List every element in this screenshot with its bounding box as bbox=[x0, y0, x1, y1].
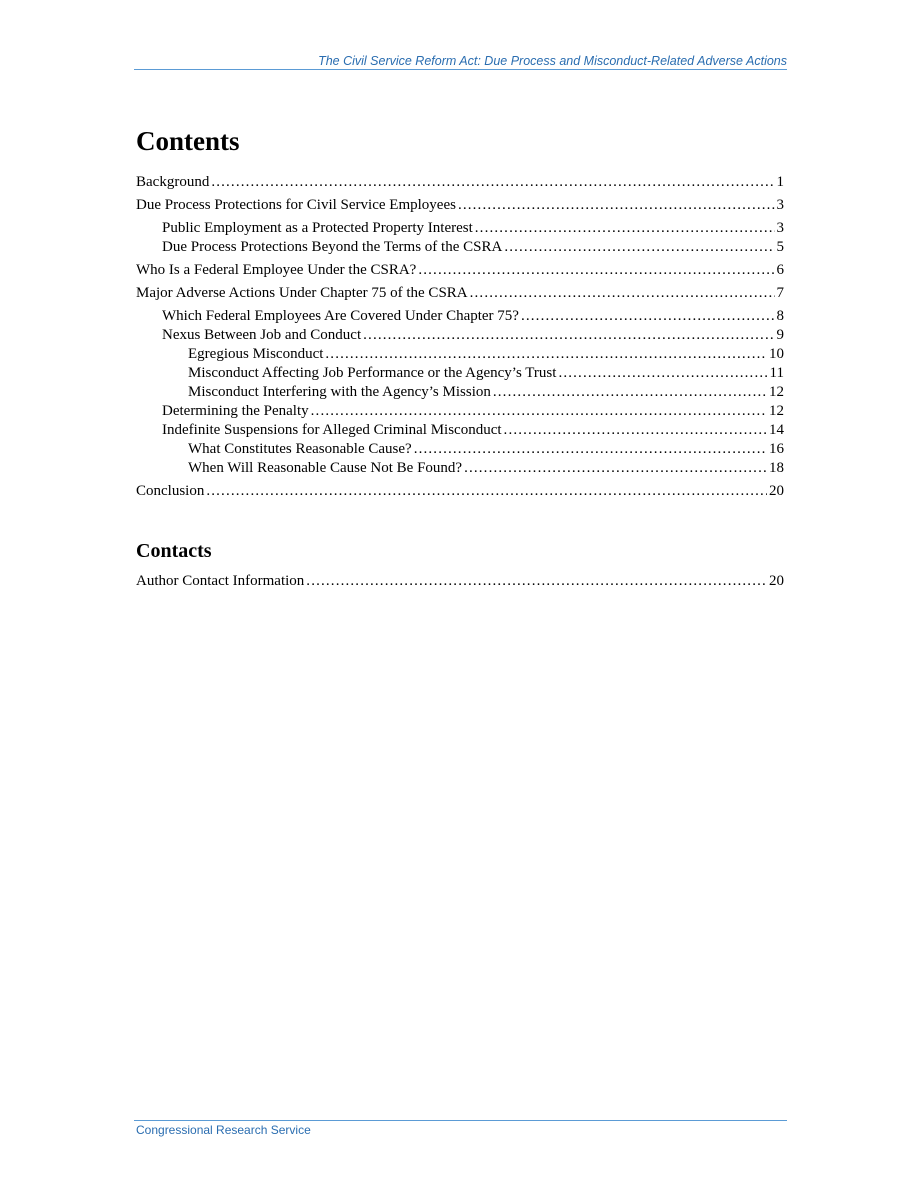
toc-entry-label: Major Adverse Actions Under Chapter 75 of the CSRA bbox=[136, 285, 468, 301]
toc-entry[interactable] bbox=[136, 284, 784, 303]
toc-entry[interactable] bbox=[136, 364, 784, 383]
toc-entry-page: 18 bbox=[769, 460, 784, 476]
toc-entry-page: 7 bbox=[776, 285, 784, 301]
dot-leader bbox=[206, 482, 767, 501]
toc-entry[interactable] bbox=[136, 326, 784, 345]
toc-entry-page: 8 bbox=[776, 308, 784, 324]
dot-leader bbox=[475, 219, 775, 238]
toc-entry[interactable] bbox=[136, 402, 784, 421]
toc-entry-label: Determining the Penalty bbox=[162, 403, 309, 419]
toc-entry-label: What Constitutes Reasonable Cause? bbox=[188, 441, 412, 457]
contacts-heading: Contacts bbox=[136, 540, 212, 562]
toc-entry-label: When Will Reasonable Cause Not Be Found? bbox=[188, 460, 463, 476]
toc-entry-label: Which Federal Employees Are Covered Under Chapter 75? bbox=[162, 308, 519, 324]
footer-organization: Congressional Research Service bbox=[136, 1123, 311, 1137]
toc-entry-label: Misconduct Interfering with the Agency’s Mission bbox=[188, 384, 491, 400]
toc-entry-page: 10 bbox=[769, 346, 784, 362]
toc-entry-page: 3 bbox=[776, 197, 784, 213]
toc-entry-label: Due Process Protections for Civil Service Employees bbox=[136, 197, 456, 213]
dot-leader bbox=[418, 261, 774, 280]
toc-entry-label: Who Is a Federal Employee Under the CSRA? bbox=[136, 262, 417, 278]
toc-entry[interactable] bbox=[136, 345, 784, 364]
toc-entry-label: Conclusion bbox=[136, 483, 205, 499]
dot-leader bbox=[211, 173, 774, 192]
toc-entry[interactable] bbox=[136, 482, 784, 501]
dot-leader bbox=[470, 284, 775, 303]
toc-entry-page: 5 bbox=[776, 239, 784, 255]
running-header-title: The Civil Service Reform Act: Due Process and Misconduct-Related Adverse Actions bbox=[318, 54, 787, 68]
toc-entry-label: Indefinite Suspensions for Alleged Criminal Misconduct bbox=[162, 422, 502, 438]
dot-leader bbox=[493, 383, 767, 402]
toc-entry-page: 14 bbox=[769, 422, 784, 438]
toc-entry-page: 3 bbox=[776, 220, 784, 236]
toc-entry-label: Due Process Protections Beyond the Terms of the CSRA bbox=[162, 239, 503, 255]
toc-entry-page: 12 bbox=[769, 384, 784, 400]
contents-heading: Contents bbox=[136, 126, 240, 156]
dot-leader bbox=[464, 459, 767, 478]
toc-entry[interactable] bbox=[136, 238, 784, 257]
toc-entry[interactable] bbox=[136, 421, 784, 440]
toc-entry-label: Nexus Between Job and Conduct bbox=[162, 327, 362, 343]
toc-entry-page: 20 bbox=[769, 573, 784, 589]
toc-entry[interactable] bbox=[136, 196, 784, 215]
toc-entry[interactable] bbox=[136, 440, 784, 459]
toc-entry[interactable] bbox=[136, 383, 784, 402]
toc-entry-page: 11 bbox=[769, 365, 784, 381]
toc-entry-page: 6 bbox=[776, 262, 784, 278]
dot-leader bbox=[521, 307, 775, 326]
dot-leader bbox=[414, 440, 767, 459]
toc-entry[interactable] bbox=[136, 261, 784, 280]
toc-entry[interactable] bbox=[136, 173, 784, 192]
dot-leader bbox=[306, 572, 767, 591]
toc-entry[interactable] bbox=[136, 459, 784, 478]
toc-entry-label: Misconduct Affecting Job Performance or the Agency’s Trust bbox=[188, 365, 557, 381]
toc-entry-page: 12 bbox=[769, 403, 784, 419]
header-divider bbox=[134, 69, 787, 70]
toc-entry[interactable] bbox=[136, 572, 784, 591]
dot-leader bbox=[325, 345, 767, 364]
toc-entry-page: 1 bbox=[776, 174, 784, 190]
toc-entry-label: Background bbox=[136, 174, 210, 190]
toc-entry[interactable] bbox=[136, 307, 784, 326]
toc-entry[interactable] bbox=[136, 219, 784, 238]
toc-entry-page: 20 bbox=[769, 483, 784, 499]
dot-leader bbox=[504, 238, 774, 257]
toc-entry-page: 16 bbox=[769, 441, 784, 457]
toc-entry-label: Author Contact Information bbox=[136, 573, 305, 589]
footer-divider bbox=[134, 1120, 787, 1121]
contacts-list bbox=[136, 572, 784, 591]
table-of-contents bbox=[136, 173, 784, 501]
toc-entry-label: Public Employment as a Protected Property Interest bbox=[162, 220, 473, 236]
dot-leader bbox=[363, 326, 774, 345]
dot-leader bbox=[558, 364, 767, 383]
dot-leader bbox=[458, 196, 775, 215]
toc-entry-page: 9 bbox=[776, 327, 784, 343]
dot-leader bbox=[311, 402, 767, 421]
toc-entry-label: Egregious Misconduct bbox=[188, 346, 324, 362]
dot-leader bbox=[504, 421, 767, 440]
